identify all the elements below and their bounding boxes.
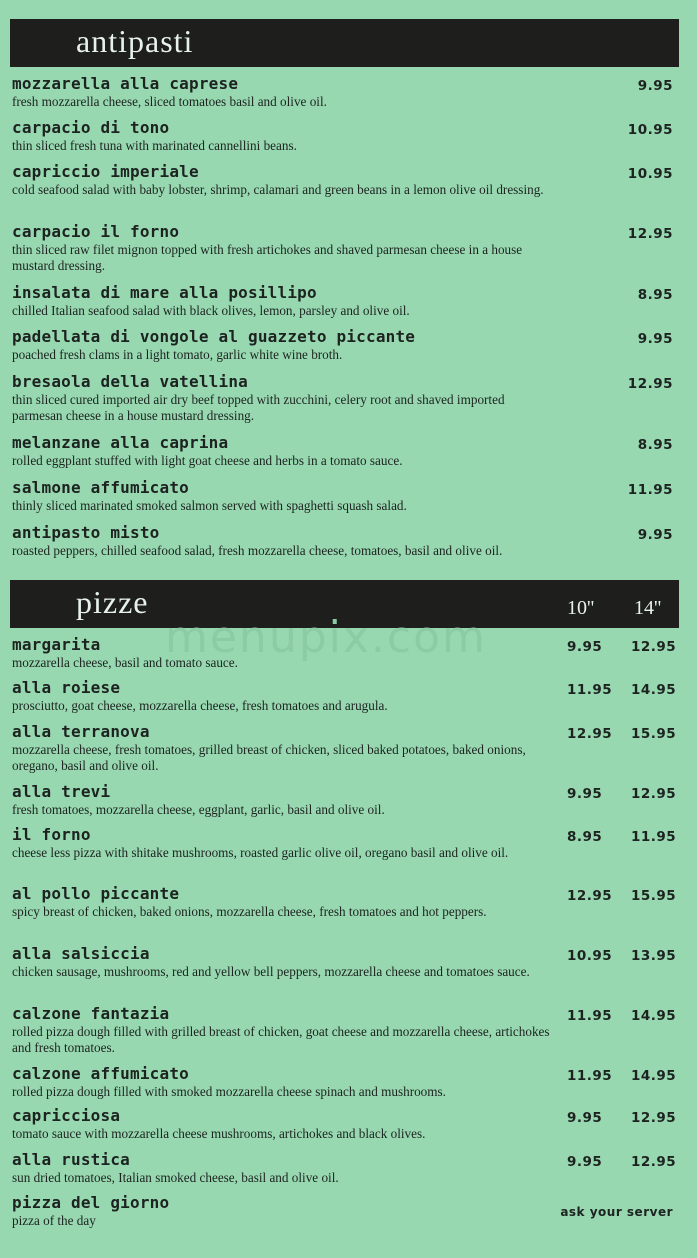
- menu-item: [12, 433, 673, 469]
- price-14: 14.95: [631, 1068, 677, 1084]
- ask-server-note: ask your server: [560, 1205, 673, 1219]
- item-price: 9.95: [637, 78, 673, 94]
- item-name: calzone fantazia: [12, 1004, 170, 1023]
- price-14: 11.95: [631, 829, 677, 845]
- item-description: pizza of the day: [12, 1213, 96, 1228]
- item-name: capriccio imperiale: [12, 162, 199, 181]
- item-description: thin sliced fresh tuna with marinated cannellini beans.: [12, 138, 297, 153]
- item-name: bresaola della vatellina: [12, 372, 248, 391]
- price-10: 11.95: [567, 682, 613, 698]
- item-description: roasted peppers, chilled seafood salad, fresh mozzarella cheese, tomatoes, basil and olive oil.: [12, 543, 503, 558]
- item-price: 11.95: [627, 482, 673, 498]
- item-name: al pollo piccante: [12, 884, 180, 903]
- item-name: alla terranova: [12, 722, 150, 741]
- price-10: 12.95: [567, 726, 613, 742]
- item-description: mozzarella cheese, basil and tomato sauce.: [12, 655, 238, 670]
- item-name: pizza del giorno: [12, 1193, 170, 1212]
- item-description: chicken sausage, mushrooms, red and yellow bell peppers, mozzarella cheese and tomatoes sauce.: [12, 964, 530, 979]
- price-10: 11.95: [567, 1008, 613, 1024]
- item-name: salmone affumicato: [12, 478, 189, 497]
- item-name: melanzane alla caprina: [12, 433, 229, 452]
- item-price: 12.95: [627, 226, 673, 242]
- menu-item: [12, 825, 677, 861]
- price-10: 8.95: [567, 829, 603, 845]
- price-14: 15.95: [631, 888, 677, 904]
- item-price: 10.95: [627, 122, 673, 138]
- menu-item: [12, 74, 673, 110]
- menu-item: [12, 523, 673, 559]
- item-price: 8.95: [637, 287, 673, 303]
- menu-item: [12, 884, 677, 920]
- menu-item: [12, 722, 677, 774]
- size-10-header: 10'': [567, 597, 595, 619]
- item-description: prosciutto, goat cheese, mozzarella cheese, fresh tomatoes and arugula.: [12, 698, 388, 713]
- item-name: carpacio il forno: [12, 222, 180, 241]
- menu-item: [12, 478, 673, 514]
- item-name: padellata di vongole al guazzeto piccante: [12, 327, 416, 346]
- menu-item: [12, 162, 673, 198]
- antipasti-title: antipasti: [76, 23, 194, 59]
- antipasti-banner: [10, 19, 679, 67]
- menu-item: [12, 372, 673, 424]
- pizze-title: pizze: [76, 584, 149, 620]
- item-description: mozzarella cheese, fresh tomatoes, grilled breast of chicken, sliced baked potatoes, baked onions, oregano, basil and olive oil.: [12, 742, 526, 773]
- price-14: 12.95: [631, 1154, 677, 1170]
- size-14-header: 14'': [634, 597, 662, 619]
- price-10: 9.95: [567, 786, 603, 802]
- price-14: 13.95: [631, 948, 677, 964]
- item-name: antipasto misto: [12, 523, 160, 542]
- item-description: thinly sliced marinated smoked salmon served with spaghetti squash salad.: [12, 498, 407, 513]
- item-price: 8.95: [637, 437, 673, 453]
- price-14: 15.95: [631, 726, 677, 742]
- item-price: 9.95: [637, 331, 673, 347]
- item-price: 9.95: [637, 527, 673, 543]
- price-10: 9.95: [567, 1110, 603, 1126]
- item-description: chilled Italian seafood salad with black olives, lemon, parsley and olive oil.: [12, 303, 410, 318]
- item-name: margarita: [12, 635, 101, 654]
- menu-item: [12, 1106, 677, 1142]
- menu-item: [12, 1064, 677, 1100]
- item-price: 10.95: [627, 166, 673, 182]
- price-10: 9.95: [567, 1154, 603, 1170]
- item-description: rolled pizza dough filled with smoked mozzarella cheese spinach and mushrooms.: [12, 1084, 446, 1099]
- item-description: rolled eggplant stuffed with light goat cheese and herbs in a tomato sauce.: [12, 453, 403, 468]
- price-10: 9.95: [567, 639, 603, 655]
- item-name: calzone affumicato: [12, 1064, 189, 1083]
- menu-item: [12, 944, 677, 980]
- menu-item: [12, 1004, 677, 1056]
- item-description: sun dried tomatoes, Italian smoked cheese, basil and olive oil.: [12, 1170, 339, 1185]
- menu-item: [12, 678, 677, 714]
- item-name: alla rustica: [12, 1150, 130, 1169]
- price-10: 11.95: [567, 1068, 613, 1084]
- menu-item: [12, 118, 673, 154]
- menu-item: [12, 222, 673, 274]
- price-14: 12.95: [631, 639, 677, 655]
- item-description: cheese less pizza with shitake mushrooms, roasted garlic olive oil, oregano basil and olive oil.: [12, 845, 509, 860]
- menu-item: [12, 327, 673, 363]
- item-name: mozzarella alla caprese: [12, 74, 239, 93]
- price-14: 12.95: [631, 1110, 677, 1126]
- item-description: thin sliced cured imported air dry beef topped with zucchini, celery root and shaved imported parmesan cheese in a house mustard dressing.: [12, 392, 505, 423]
- watermark: menupix.com: [165, 612, 487, 663]
- item-description: rolled pizza dough filled with grilled breast of chicken, goat cheese and mozzarella cheese, artichokes and fresh tomatoes.: [12, 1024, 550, 1055]
- item-name: carpacio di tono: [12, 118, 170, 137]
- item-price: 12.95: [627, 376, 673, 392]
- item-description: fresh mozzarella cheese, sliced tomatoes basil and olive oil.: [12, 94, 327, 109]
- menu-item: [12, 283, 673, 319]
- price-10: 10.95: [567, 948, 613, 964]
- item-name: capricciosa: [12, 1106, 121, 1125]
- item-name: insalata di mare alla posillipo: [12, 283, 317, 302]
- item-description: poached fresh clams in a light tomato, garlic white wine broth.: [12, 347, 343, 362]
- item-name: il forno: [12, 825, 91, 844]
- menu-item: [12, 782, 677, 818]
- item-name: alla roiese: [12, 678, 121, 697]
- price-10: 12.95: [567, 888, 613, 904]
- item-description: thin sliced raw filet mignon topped with fresh artichokes and shaved parmesan cheese in a house mustard dressing.: [12, 242, 523, 273]
- price-14: 14.95: [631, 1008, 677, 1024]
- item-name: alla trevi: [12, 782, 111, 801]
- menu-item: [12, 1193, 673, 1229]
- price-14: 12.95: [631, 786, 677, 802]
- item-description: fresh tomatoes, mozzarella cheese, eggplant, garlic, basil and olive oil.: [12, 802, 385, 817]
- price-14: 14.95: [631, 682, 677, 698]
- menu-item: [12, 635, 677, 671]
- menu-item: [12, 1150, 677, 1186]
- item-name: alla salsiccia: [12, 944, 150, 963]
- item-description: spicy breast of chicken, baked onions, mozzarella cheese, fresh tomatoes and hot peppers.: [12, 904, 487, 919]
- item-description: cold seafood salad with baby lobster, shrimp, calamari and green beans in a lemon olive oil dressing.: [12, 182, 544, 197]
- item-description: tomato sauce with mozzarella cheese mushrooms, artichokes and black olives.: [12, 1126, 426, 1141]
